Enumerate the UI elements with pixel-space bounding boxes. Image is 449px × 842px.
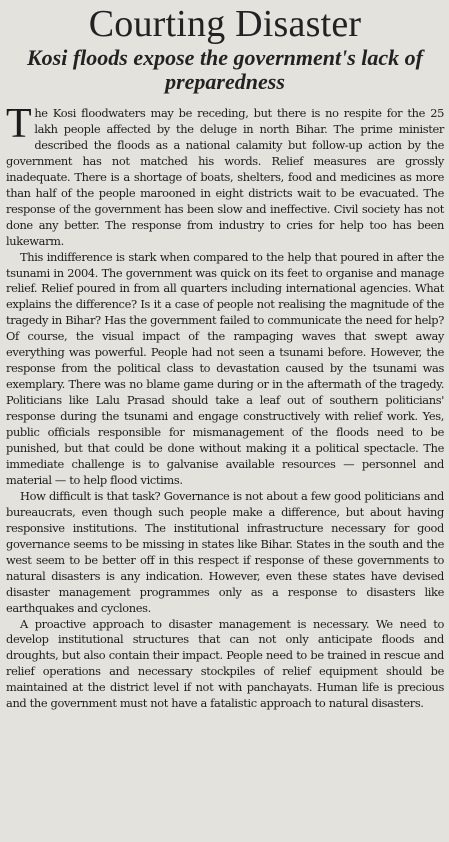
headline: Courting Disaster bbox=[88, 3, 362, 45]
paragraph-2: This indifference is stark when compared to the help that poured in after the tsunami in 2004. The government was quick on its feet to organise and manage relief. Relief poured in from all quarters including international agencies. What explains the difference? Is it a case of people not realising the magnitude of the tragedy in Bihar? Has the government failed to communicate the need for help? Of course, the visual impact of the rampaging waves that swept away everything was powerful. People had not seen a tsunami before. However, the response from the political class to devastation caused by the tsunami was exemplary. There was no blame game during or in the aftermath of the tragedy. Politicians like Lalu Prasad should take a leaf out of southern politicians' response during the tsunami and engage constructively with relief work. Yes, public officials responsible for mismanagement of the floods need to be punished, but that could be done without making it a political spectacle. The immediate challenge is to galvanise available resources — personnel and material — to help flood victims. bbox=[6, 249, 444, 487]
deck-subheadline: Kosi floods expose the government's lack of preparedness bbox=[27, 45, 423, 94]
paragraph-1-text: he Kosi floodwaters may be receding, but there is no respite for the 25 lakh people affected by the deluge in north Bihar. The prime minister described the floods as a national calamity but follow-up action by the government has not matched his words. Relief measures are grossly inadequate. There is a shortage of boats, shelters, food and medicines as more than half of the people marooned in eight districts wait to be evacuated. The response of the government has been slow and ineffective. Civil society has not done any better. The response from industry to cries for help too has been lukewarm. bbox=[6, 106, 444, 248]
paragraph-1 bbox=[6, 101, 444, 250]
paragraph-3: How difficult is that task? Governance is not about a few good politicians and bureaucrats, even though such people make a difference, but about having responsive institutions. The institutional infrastructure necessary for good governance seems to be missing in states like Bihar. States in the south and the west seem to be better off in this respect if response of these governments to natural disasters is any indication. However, even these states have devised disaster management programmes only as a response to disasters like earthquakes and cyclones. bbox=[6, 488, 444, 615]
article-body bbox=[6, 101, 444, 712]
paragraph-4: A proactive approach to disaster management is necessary. We need to develop institutional structures that can not only anticipate floods and droughts, but also contain their impact. People need to be trained in rescue and relief operations and necessary stockpiles of relief equipment should be maintained at the district level if not with panchayats. Human life is precious and the government must not have a fatalistic approach to natural disasters. bbox=[6, 616, 444, 711]
drop-cap: T bbox=[6, 101, 32, 147]
